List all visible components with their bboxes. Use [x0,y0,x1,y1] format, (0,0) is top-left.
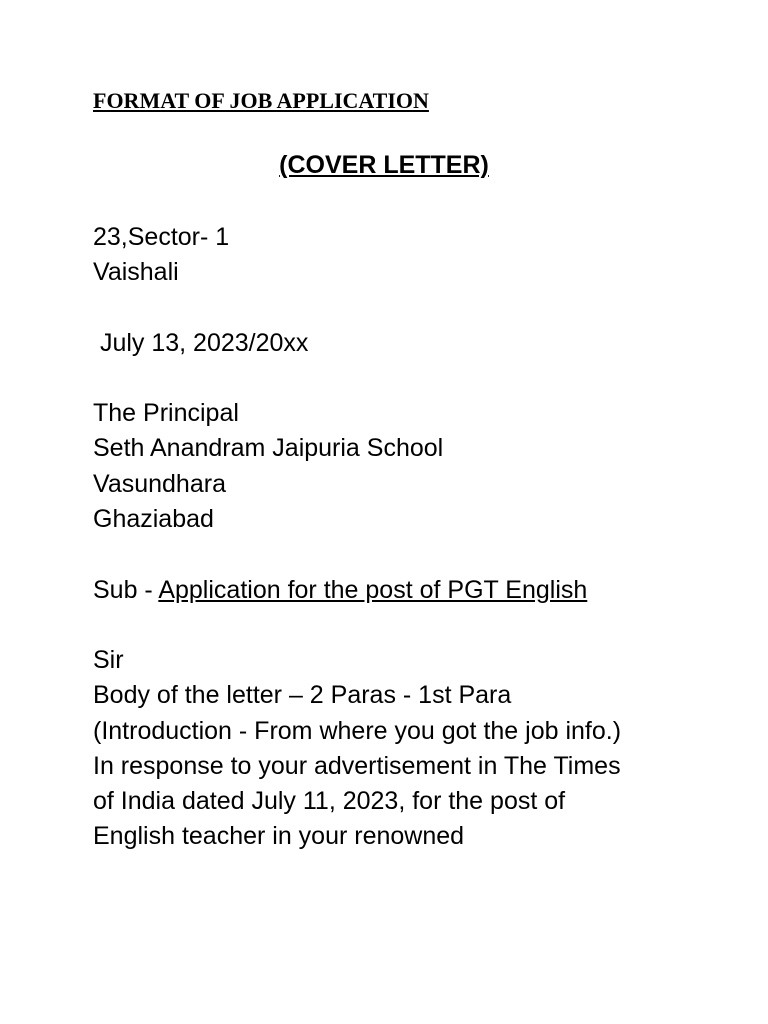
subject-text: Application for the post of PGT English [158,576,588,604]
subject-prefix: Sub - [93,576,159,604]
document-subtitle-text: (COVER LETTER) [279,151,489,179]
salutation: Sir [93,646,124,674]
recipient-address-line: The Principal [93,399,239,427]
body-note: Body of the letter – 2 Paras - 1st Para [93,681,512,710]
letter-date: July 13, 2023/20xx [93,329,309,357]
recipient-address-line: Ghaziabad [93,504,214,533]
sender-address-line: 23,Sector- 1 [93,223,230,251]
intro-note: (Introduction - From where you got the job info.) [93,716,622,745]
letter-body [93,643,713,855]
document-subtitle [0,148,768,183]
document-title: FORMAT OF JOB APPLICATION [93,88,429,113]
subject-line [93,573,713,608]
recipient-address [93,396,713,537]
recipient-address-line: Vasundhara [93,469,226,498]
sender-address-line: Vaishali [93,258,179,287]
recipient-address-line: Seth Anandram Jaipuria School [93,434,444,463]
sender-address [93,220,713,291]
body-paragraph: In response to your advertisement in The Times of India dated July 11, 2023, for the post of English teacher in your renowned [93,751,621,851]
